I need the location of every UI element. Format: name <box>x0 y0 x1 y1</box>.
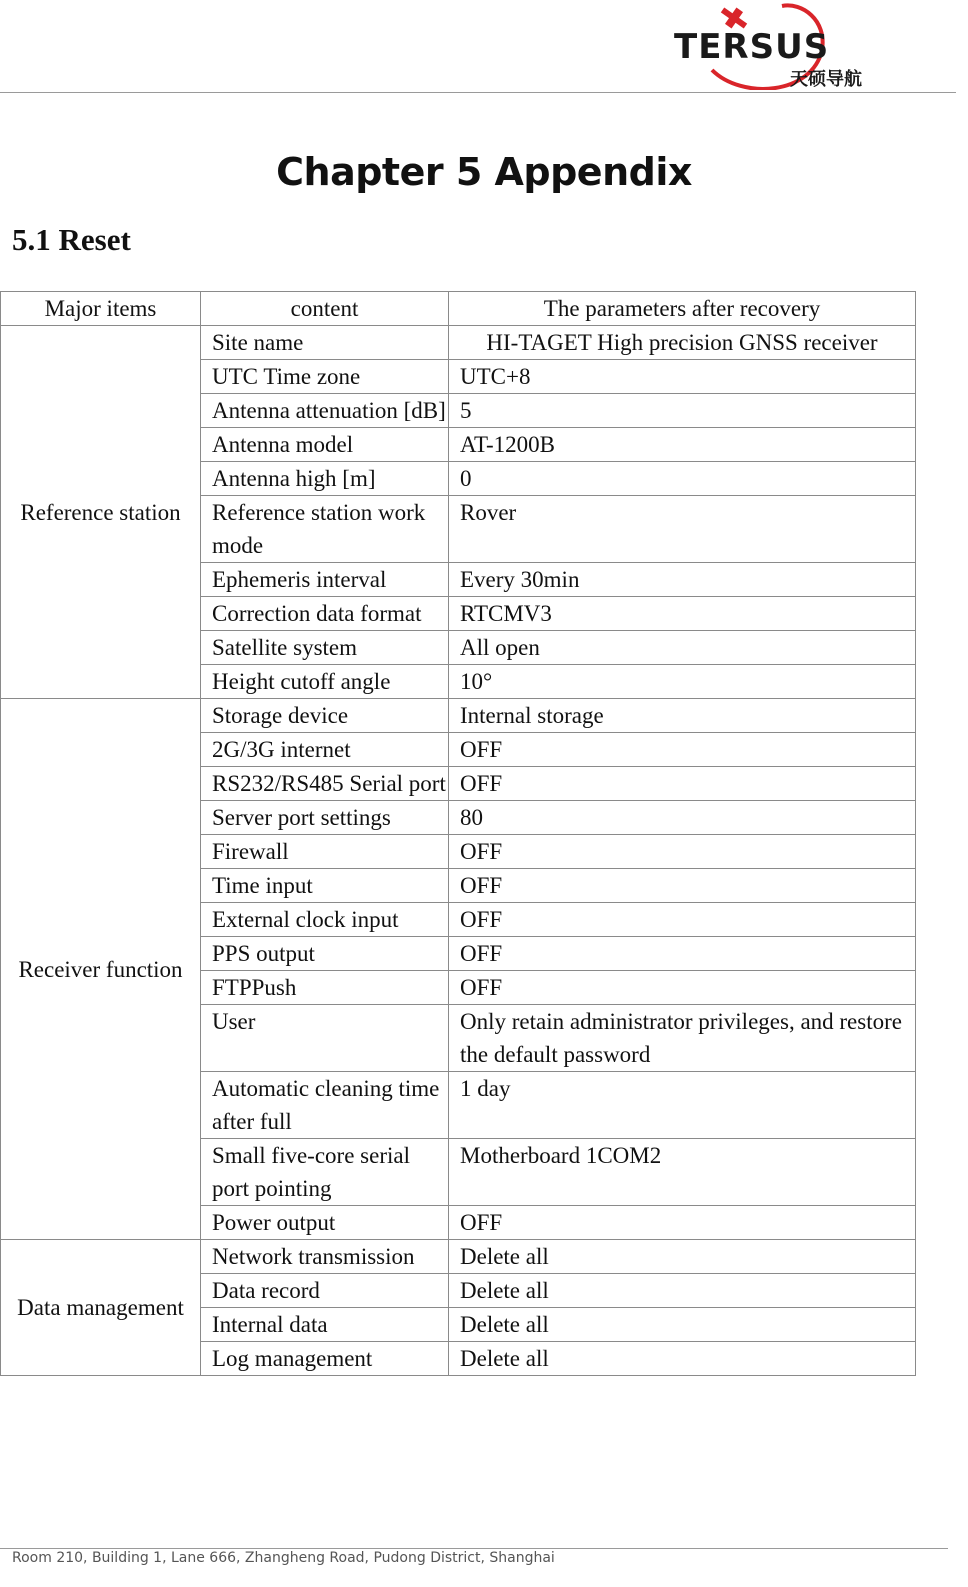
cell-value: OFF <box>449 903 916 937</box>
cell-content: Time input <box>201 869 449 903</box>
cell-content: RS232/RS485 Serial port <box>201 767 449 801</box>
cell-content: Site name <box>201 326 449 360</box>
cell-value: UTC+8 <box>449 360 916 394</box>
cell-value: Delete all <box>449 1308 916 1342</box>
cell-content: Server port settings <box>201 801 449 835</box>
section-title: 5.1 Reset <box>12 222 131 257</box>
table-row <box>1 1240 916 1274</box>
cell-value: Every 30min <box>449 563 916 597</box>
column-header-major-items: Major items <box>1 292 201 326</box>
group-reference-station: Reference station <box>1 326 201 699</box>
chapter-title: Chapter 5 Appendix <box>276 150 692 194</box>
cell-content: UTC Time zone <box>201 360 449 394</box>
cell-content: User <box>201 1005 449 1072</box>
cell-value: Delete all <box>449 1274 916 1308</box>
cell-content: Log management <box>201 1342 449 1376</box>
cell-value: Rover <box>449 496 916 563</box>
cell-content: Antenna attenuation [dB] <box>201 394 449 428</box>
cell-content: Data record <box>201 1274 449 1308</box>
cell-content: Ephemeris interval <box>201 563 449 597</box>
cell-content: Correction data format <box>201 597 449 631</box>
cell-value: OFF <box>449 767 916 801</box>
cell-content: 2G/3G internet <box>201 733 449 767</box>
header-rule <box>0 92 956 93</box>
cell-content: Small five-core serial port pointing <box>201 1139 449 1206</box>
cell-value: OFF <box>449 937 916 971</box>
cell-value: OFF <box>449 971 916 1005</box>
cell-value: Only retain administrator privileges, and restore the default password <box>449 1005 916 1072</box>
cell-content: External clock input <box>201 903 449 937</box>
cell-content: FTPPush <box>201 971 449 1005</box>
cell-content: Internal data <box>201 1308 449 1342</box>
cell-value: AT-1200B <box>449 428 916 462</box>
cell-value: Internal storage <box>449 699 916 733</box>
tersus-logo <box>672 0 868 90</box>
cell-value: HI-TAGET High precision GNSS receiver <box>449 326 916 360</box>
cell-content: Antenna high [m] <box>201 462 449 496</box>
cell-content: Reference station work mode <box>201 496 449 563</box>
cell-value: RTCMV3 <box>449 597 916 631</box>
cell-value: OFF <box>449 869 916 903</box>
table-row <box>1 326 916 360</box>
cell-value: OFF <box>449 733 916 767</box>
cell-content: Antenna model <box>201 428 449 462</box>
cell-value: 0 <box>449 462 916 496</box>
cell-value: Delete all <box>449 1342 916 1376</box>
group-data-management: Data management <box>1 1240 201 1376</box>
table-row <box>1 699 916 733</box>
column-header-content: content <box>201 292 449 326</box>
cell-value: OFF <box>449 835 916 869</box>
footer-address: Room 210, Building 1, Lane 666, Zhangheng Road, Pudong District, Shanghai <box>12 1550 555 1566</box>
column-header-parameters: The parameters after recovery <box>449 292 916 326</box>
cell-content: Firewall <box>201 835 449 869</box>
cell-value: All open <box>449 631 916 665</box>
table-header-row <box>1 292 916 326</box>
svg-text:TERSUS: TERSUS <box>674 27 830 67</box>
cell-value: 1 day <box>449 1072 916 1139</box>
cell-content: Network transmission <box>201 1240 449 1274</box>
svg-text:天硕导航: 天硕导航 <box>790 69 862 90</box>
footer-rule <box>0 1548 948 1549</box>
cell-content: Storage device <box>201 699 449 733</box>
cell-content: PPS output <box>201 937 449 971</box>
cell-content: Power output <box>201 1206 449 1240</box>
cell-value: OFF <box>449 1206 916 1240</box>
cell-value: 80 <box>449 801 916 835</box>
cell-value: 10° <box>449 665 916 699</box>
cell-content: Automatic cleaning time after full <box>201 1072 449 1139</box>
cell-value: Motherboard 1COM2 <box>449 1139 916 1206</box>
reset-parameters-table <box>0 291 916 1376</box>
cell-value: Delete all <box>449 1240 916 1274</box>
cell-value: 5 <box>449 394 916 428</box>
group-receiver-function: Receiver function <box>1 699 201 1240</box>
cell-content: Satellite system <box>201 631 449 665</box>
cell-content: Height cutoff angle <box>201 665 449 699</box>
